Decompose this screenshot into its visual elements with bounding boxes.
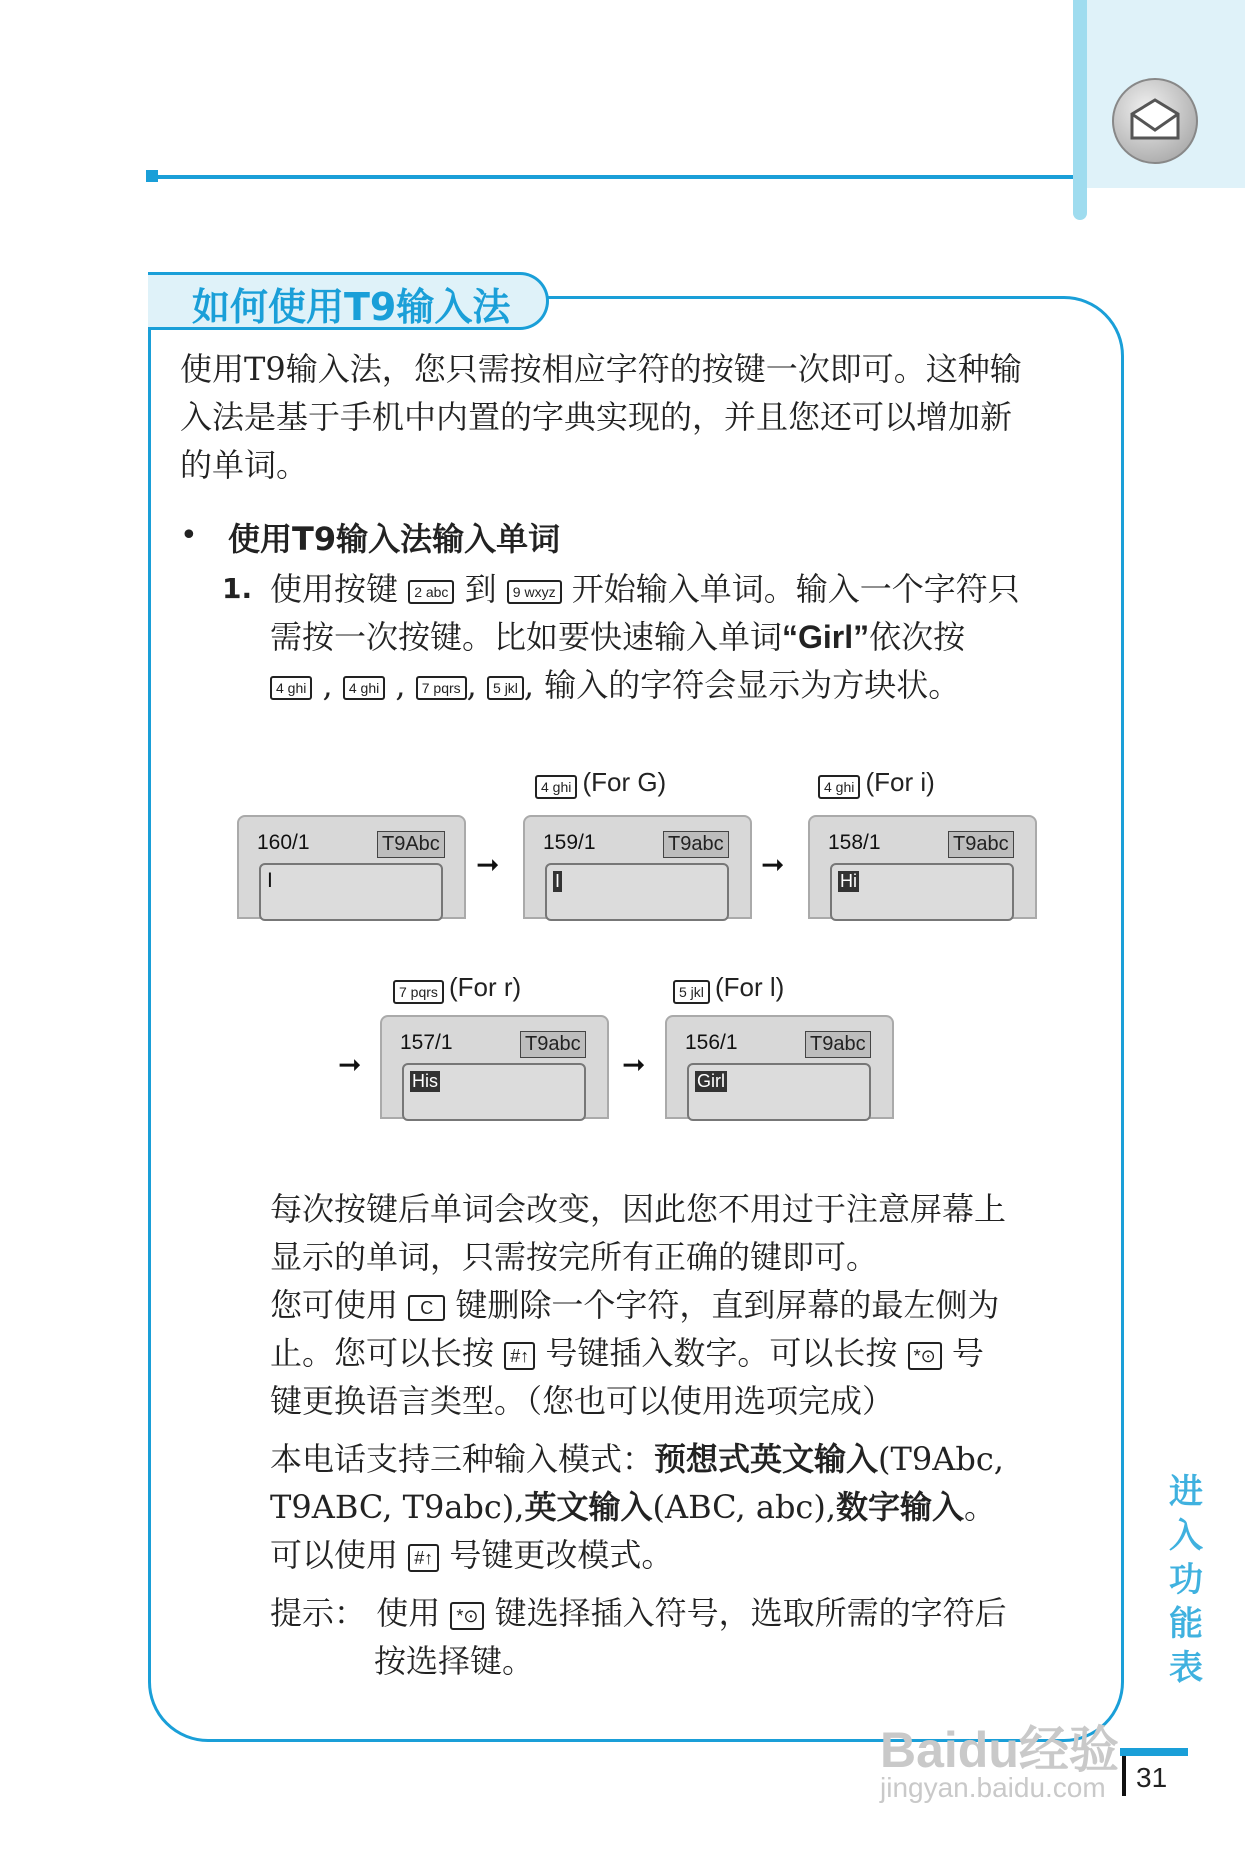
note-text: (T9Abc,	[878, 1440, 1004, 1478]
note-line	[270, 1329, 1090, 1377]
hash-key-icon: #↑	[504, 1342, 535, 1370]
screen-word: His	[412, 1071, 438, 1091]
note-line	[270, 1281, 1090, 1329]
screen-5-caption	[673, 972, 784, 1004]
star-key-icon: *⊙	[908, 1342, 942, 1370]
step-line-1	[270, 565, 1090, 613]
screen-caption-label: (For i)	[865, 767, 935, 797]
key-2-icon: 2 abc	[408, 580, 454, 604]
note-text: 您可使用	[270, 1286, 399, 1324]
page-number-bar	[1122, 1756, 1126, 1796]
phone-screen-5	[665, 1015, 894, 1119]
watermark-url: jingyan.baidu.com	[880, 1772, 1106, 1803]
screen-mode: T9abc	[805, 1031, 871, 1058]
screen-3-caption	[818, 767, 935, 799]
step-line-2	[270, 613, 1090, 661]
star-key-icon: *⊙	[450, 1602, 484, 1630]
screen-mode: T9Abc	[377, 831, 445, 858]
step-text: 依次按	[869, 618, 966, 656]
note-text: 号键更改模式。	[449, 1536, 674, 1574]
note-text: (ABC, abc),	[652, 1488, 836, 1526]
clear-key-icon: C	[408, 1295, 445, 1321]
arrow-icon: ➞	[338, 1048, 362, 1081]
screen-caption-label: (For l)	[715, 972, 785, 1002]
intro-line: 入法是基于手机中内置的字典实现的，并且您还可以增加新	[180, 398, 1013, 436]
tip-line: 按选择键。	[374, 1642, 535, 1680]
note-text: 键删除一个字符，直到屏幕的最左侧为	[455, 1286, 1000, 1324]
step-text: 到	[464, 570, 497, 608]
arrow-icon: ➞	[476, 848, 500, 881]
mode-name: 预想式英文输入	[654, 1441, 879, 1477]
tip-label: 提示：	[270, 1594, 367, 1632]
screen-text-area	[830, 863, 1014, 921]
screen-mode: T9abc	[520, 1031, 586, 1058]
step-text: 开始输入单词。输入一个字符只	[571, 570, 1020, 608]
side-chapter-label: 进入功能表	[1169, 1472, 1203, 1688]
key-7-icon: 7 pqrs	[393, 980, 444, 1004]
screen-counter: 157/1	[400, 1031, 453, 1054]
screen-text-area	[402, 1063, 586, 1121]
note-line: 显示的单词，只需按完所有正确的键即可。	[270, 1238, 879, 1276]
key-4-icon: 4 ghi	[343, 676, 385, 700]
mode-name: 英文输入	[524, 1489, 653, 1525]
screen-2-caption	[535, 767, 666, 799]
screen-counter: 160/1	[257, 831, 310, 854]
note-line	[270, 1483, 1090, 1531]
screen-mode: T9abc	[663, 831, 729, 858]
corner-strip	[1073, 0, 1087, 220]
key-5-icon: 5 jkl	[487, 676, 524, 700]
phone-screen-1	[237, 815, 466, 919]
screen-counter: 159/1	[543, 831, 596, 854]
intro-line: 使用T9输入法，您只需按相应字符的按键一次即可。这种输	[180, 350, 1022, 388]
intro-paragraph	[180, 345, 1080, 489]
note-text: 止。您可以长按	[270, 1334, 495, 1372]
screen-word: Hi	[840, 871, 857, 891]
step-line-3: 4 ghi , 4 ghi , 7 pqrs , 5 jkl , 输入的字符会显示为方块状。	[270, 661, 1090, 709]
step-text: , 输入的字符会显示为方块状。	[523, 666, 961, 704]
step-1-text	[270, 565, 1090, 709]
note-line: 键更换语言类型。（您也可以使用选项完成）	[270, 1382, 895, 1420]
screen-counter: 156/1	[685, 1031, 738, 1054]
note-line	[270, 1531, 1090, 1579]
arrow-icon: ➞	[761, 848, 785, 881]
note-text: 号	[951, 1334, 984, 1372]
bullet-heading: 使用T9输入法输入单词	[228, 520, 561, 558]
note-text: 号键插入数字。可以长按	[545, 1334, 898, 1372]
section-title: 如何使用T9输入法	[192, 285, 511, 329]
screen-text-area	[259, 863, 443, 921]
key-7-icon: 7 pqrs	[416, 676, 467, 700]
message-envelope-icon	[1112, 78, 1198, 164]
mode-name: 数字输入	[836, 1489, 965, 1525]
note-text: 可以使用	[270, 1536, 399, 1574]
screen-word: Girl	[697, 1071, 725, 1091]
intro-line: 的单词。	[180, 446, 309, 484]
note-text: 。	[964, 1488, 997, 1526]
note-line: 每次按键后单词会改变，因此您不用过于注意屏幕上	[270, 1190, 1007, 1228]
key-4-icon: 4 ghi	[535, 775, 577, 799]
screen-4-caption	[393, 972, 521, 1004]
step-number: 1.	[222, 572, 253, 605]
step-text: 需按一次按键。比如要快速输入单词	[270, 618, 783, 656]
example-word: “Girl”	[782, 619, 870, 655]
phone-screen-2	[523, 815, 752, 919]
page-number: 31	[1136, 1762, 1168, 1793]
note-text: 使用	[376, 1594, 441, 1632]
screen-word: I	[267, 869, 273, 892]
key-4-icon: 4 ghi	[818, 775, 860, 799]
step-text: 使用按键	[270, 570, 399, 608]
key-4-icon: 4 ghi	[270, 676, 312, 700]
screen-mode: T9abc	[948, 831, 1014, 858]
screen-counter: 158/1	[828, 831, 881, 854]
screen-text-area	[545, 863, 729, 921]
note-text: T9ABC, T9abc),	[270, 1488, 525, 1526]
screen-text-area	[687, 1063, 871, 1121]
hash-key-icon: #↑	[408, 1544, 439, 1572]
header-rule	[148, 175, 1073, 179]
screen-caption-label: (For G)	[582, 767, 667, 797]
watermark-logo: Baidu经验	[880, 1722, 1119, 1778]
screen-caption-label: (For r)	[449, 972, 522, 1002]
tip-line	[270, 1589, 1090, 1637]
key-9-icon: 9 wxyz	[507, 580, 562, 604]
notes-block	[270, 1185, 1090, 1685]
note-text: 键选择插入符号，选取所需的字符后	[494, 1594, 1007, 1632]
note-text: 本电话支持三种输入模式：	[270, 1440, 655, 1478]
arrow-icon: ➞	[622, 1048, 646, 1081]
bullet-dot: •	[180, 518, 198, 553]
page-number-rule	[1120, 1748, 1188, 1756]
screen-word: I	[555, 871, 561, 891]
note-line	[270, 1435, 1090, 1483]
phone-screen-3	[808, 815, 1037, 919]
key-5-icon: 5 jkl	[673, 980, 710, 1004]
phone-screen-4	[380, 1015, 609, 1119]
